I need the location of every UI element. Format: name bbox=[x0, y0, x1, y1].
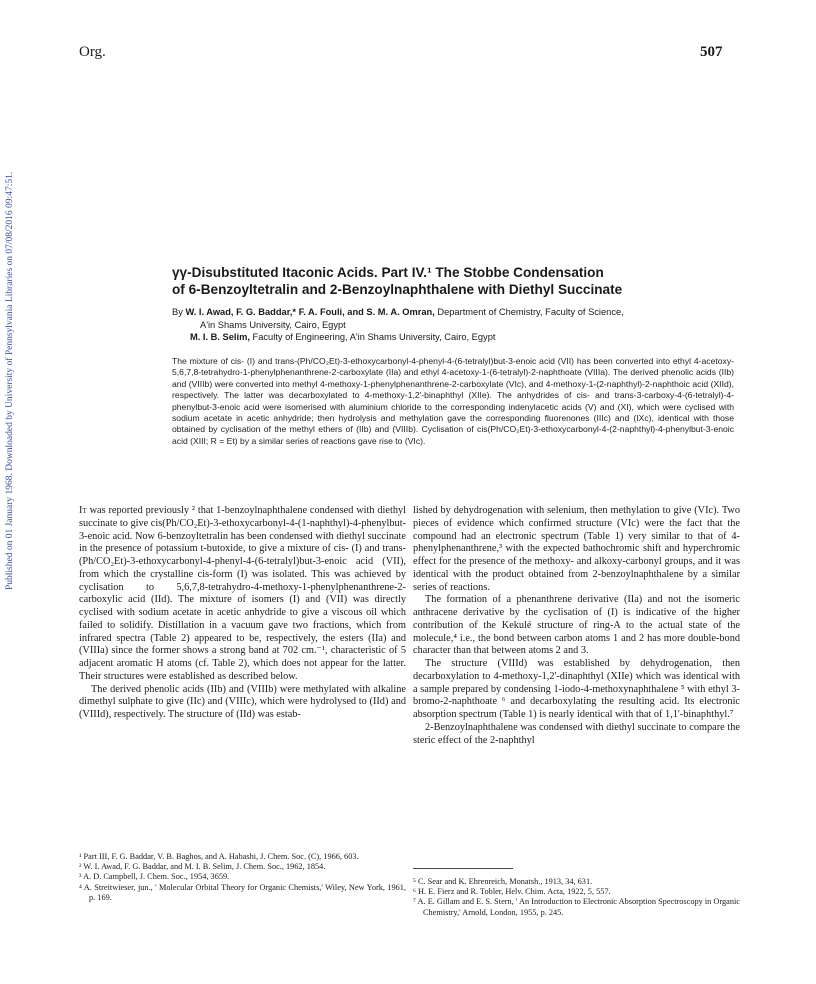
body-paragraph: The derived phenolic acids (IIb) and (VIIIb) were methylated with alkaline dimethyl sulphate to give (IIc) and (VIIIc), which were hydrolysed to (IId) and (VIIId), respectively. The structure of (IId) was estab- bbox=[79, 683, 406, 720]
title-line-1: γγ-Disubstituted Itaconic Acids. Part IV.¹ The Stobbe Condensation bbox=[172, 265, 604, 280]
footnote: ⁶ H. E. Fierz and R. Tobler, Helv. Chim. Acta, 1922, 5, 557. bbox=[413, 887, 611, 897]
author-list bbox=[172, 306, 742, 344]
footnote: ³ A. D. Campbell, J. Chem. Soc., 1954, 3659. bbox=[79, 872, 230, 882]
article-header bbox=[172, 264, 742, 344]
footnote: ⁴ A. Streitwieser, jun., ' Molecular Orbital Theory for Organic Chemists,' Wiley, New York, 1961, p. 169. bbox=[79, 882, 406, 902]
footnote: ¹ Part III, F. G. Baddar, V. B. Baghos, and A. Habashi, J. Chem. Soc. (C), 1966, 603. bbox=[79, 852, 359, 861]
body-paragraph: The formation of a phenanthrene derivative (IIa) and not the isomeric anthracene derivative by the cyclisation of (I) is indicative of the higher contribution of the Kekulé structure of ring-A to the actual state of the molecule,⁴ i.e., the bond between carbon atoms 1 and 2 has more double-bond character than that between atoms 2 and 3. bbox=[413, 594, 740, 657]
title-line-2: of 6-Benzoyltetralin and 2-Benzoylnaphthalene with Diethyl Succinate bbox=[172, 282, 623, 297]
article-title bbox=[172, 264, 742, 298]
footnote: ² W. I. Awad, F. G. Baddar, and M. I. B. Selim, J. Chem. Soc., 1962, 1854. bbox=[79, 862, 326, 872]
footnote: ⁷ A. E. Gillam and E. S. Stern, ' An Introduction to Electronic Absorption Spectroscopy in Organic Chemistry,' Arnold, London, 1955, p. 245. bbox=[413, 897, 740, 917]
body-paragraph: The structure (VIIId) was established by dehydrogenation, then decarboxylation to 4-methoxy-1,2'-dinaphthyl (XIIe) which was identical with a sample prepared by condensing 1-iodo-4-methoxynaphthalene ⁵ with ethyl 3-bromo-2-naphthoate ⁶ and decarboxylating the resulting acid. Its electronic absorption spectrum (Table 1) is nearly identical with that of 1,1'-binaphthyl.⁷ bbox=[413, 658, 740, 720]
author-names-2: M. I. B. Selim, bbox=[190, 332, 250, 342]
journal-name: Org. bbox=[79, 44, 106, 60]
body-paragraph bbox=[79, 505, 406, 684]
footnotes-left bbox=[79, 852, 406, 903]
abstract-text: The mixture of cis- (I) and trans-(Ph/CO₂Et)-3-ethoxycarbonyl-4-phenyl-4-(6-tetralyl)but-3-enoic acid (VII) has been converted into ethyl 4-acetoxy-5,6,7,8-tetrahydro-1-phenylphenanthrene-2-carboxylate (IIa) and ethyl 4-acetoxy-1-(6-tetralyl)-2-naphthoate (VIIIa). The derived phenolic acids (IIb) and (VIIIb) were converted into methyl 4-methoxy-1-phenylphenanthrene-2-carboxylate (VIc), and 4-methoxy-1-(2-naphthyl)-2-naphthoic acid (XIId), respectively. The latter was decarboxylated to 4-methoxy-1,2'-binaphthyl (XIIe). The anhydrides of cis- and trans-3-carboxy-4-(6-tetralyl)-4-phenylbut-3-enoic acid were isomerised with aluminium chloride to the corresponding indenylacetic acids (V) and (XI), which were cyclised with sodium acetate in acetic anhydride; then hydrolysis and methylation gave the corresponding fluorenones (IIIc) and (IXc), identical with those obtained by cyclisation of the methyl ethers of (IIb) and (VIIIb). Cyclisation of cis(Ph/CO₂Et)-3-ethoxycarbonyl-4-(2-naphthyl)-4-phenylbut-3-enoic acid (XIII; R = Et) by a similar series of reactions gave rise to (VIc). bbox=[172, 356, 734, 446]
abstract bbox=[172, 356, 734, 447]
page-number: 507 bbox=[700, 44, 723, 60]
author-names-1: W. I. Awad, F. G. Baddar,* F. A. Fouli, and S. M. A. Omran, bbox=[185, 307, 435, 317]
drop-cap-word: It bbox=[79, 505, 87, 516]
by-label: By bbox=[172, 307, 183, 317]
footnote: ⁵ C. Sear and K. Ehrenreich, Monatsh., 1913, 34, 631. bbox=[413, 877, 593, 886]
affiliation-1: Department of Chemistry, Faculty of Science, bbox=[437, 307, 624, 317]
body-paragraph: 2-Benzoylnaphthalene was condensed with diethyl succinate to compare the steric effect of the 2-naphthyl bbox=[413, 721, 740, 746]
body-column-right bbox=[413, 505, 740, 747]
footnote-divider bbox=[413, 868, 513, 869]
body-paragraph-text: was reported previously ² that 1-benzoylnaphthalene condensed with diethyl succinate to give cis(Ph/CO₂Et)-3-ethoxycarbonyl-4-(1-naphthyl)-4-phenylbut-3-enoic acid. Now 6-benzoyltetralin has been condensed with diethyl succinate in the presence of potassium t-butoxide, to give a mixture of cis- (I) and trans-(Ph/CO₂Et)-3-ethoxycarbonyl-4-phenyl-4-(6-tetralyl)but-3-enoic acid (VII), from which the crystalline cis-form (I) was isolated. This was achieved by cyclisation to 5,6,7,8-tetrahydro-4-methoxy-1-phenylphenanthrene-2-carboxylic acid (IId). The mixture of isomers (I) and (VII) was directly cyclised with sodium acetate in acetic anhydride to give a viscous oil which failed to solidify. Distillation in a vacuum gave two fractions, which from infrared spectra (Table 2) appeared to be, respectively, the esters (IIa) and (VIIIa) since the former shows a strong band at 702 cm.⁻¹, characteristic of 5 adjacent aromatic H atoms (cf. Table 2), which does not appear for the latter. Their structures were established as described below. bbox=[79, 505, 406, 682]
body-paragraph: lished by dehydrogenation with selenium, then methylation to give (VIc). Two pieces of evidence which confirmed structure (VIc) were the fact that the compound had an electronic spectrum (Table 1) very similar to that of 4-phenylphenanthrene,³ with the expected bathochromic shift and hyperchromic effect for the presence of the methoxy- and alkoxy-carbonyl groups, and it was identical with the product obtained from 2-benzoylnaphthalene by a similar series of reactions. bbox=[413, 505, 740, 593]
download-watermark: Published on 01 January 1968. Downloaded by University of Pennsylvania Libraries on 07/08/2016 09:47:51. bbox=[5, 171, 15, 590]
affiliation-2: Faculty of Engineering, A'in Shams University, Cairo, Egypt bbox=[252, 332, 496, 342]
affiliation-1-cont: A'in Shams University, Cairo, Egypt bbox=[200, 319, 346, 330]
body-column-left bbox=[79, 505, 406, 722]
footnotes-right bbox=[413, 877, 740, 918]
